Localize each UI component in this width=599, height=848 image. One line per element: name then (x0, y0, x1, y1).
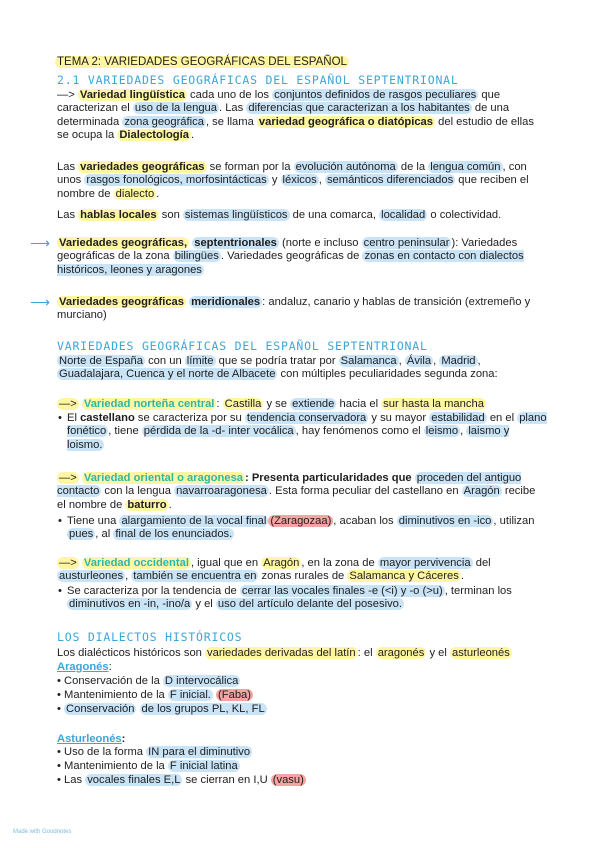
occidental-bullet-text: Se caracteriza por la tendencia de cerrar las vocales finales -e (<i) y -o (>u) , terminan los diminutivos en -in, -ino/a y el uso del artículo delante del posesivo. (67, 585, 512, 611)
oriental-bullet-text: Tiene una alargamiento de la vocal final (Zaragozaa) , acaban los diminutivos en -ico , utilizan pues , al final de los enunciados. (67, 515, 535, 541)
section-heading-2: VARIEDADES GEOGRÁFICAS DEL ESPAÑOL SEPTENTRIONAL (57, 339, 428, 353)
bullet-icon: • (57, 746, 61, 758)
arrow-right-icon: ⟶ (30, 294, 51, 310)
hablas-locales-line: Las hablas locales son sistemas lingüísticos de una comarca, localidad o colectividad. (57, 209, 502, 221)
asturleones-item: • Mantenimiento de la F inicial latina (57, 760, 238, 772)
bullet-icon: • (57, 760, 61, 772)
intro-paragraph: —> Variedad lingüística cada uno de los conjuntos definidos de rasgos peculiares que caracterizan el uso de la lengua . Las diferencias que caracterizan a los habitantes de una determinada zona geográfica , se llama variedad geográfica o diatópicas del estudio de ellas se ocupa la Dialectología . (57, 89, 534, 142)
nortena-line: —> Variedad norteña central : Castilla y se extiende hacia el sur hasta la mancha (59, 398, 484, 410)
section-heading-1: 2.1 VARIEDADES GEOGRÁFICAS DEL ESPAÑOL SEPTENTRIONAL (57, 73, 459, 87)
aragones-heading: Aragonés: (57, 661, 112, 673)
asturleones-item: • Uso de la forma IN para el diminutivo (57, 746, 251, 758)
oriental-paragraph: —> Variedad oriental o aragonesa : Presenta particularidades que proceden del antiguo contacto con la lengua navarroaragonesa . Esta forma peculiar del castellano en Aragón recibe el nombre de baturro . (57, 472, 536, 511)
bullet-icon: • (57, 675, 61, 687)
bullet-icon: • (57, 703, 61, 715)
asturleones-heading: Asturleonés: (57, 733, 126, 745)
aragones-item: • Conservación de los grupos PL, KL, FL (57, 703, 265, 715)
variedades-paragraph: Las variedades geográficas se forman por la evolución autónoma de la lengua común , con unos rasgos fonológicos, morfosintácticas y léxicos , semánticos diferenciados que reciben el nombre de dialecto . (57, 161, 529, 200)
bullet-icon: • (58, 585, 62, 597)
meridionales-paragraph: Variedades geográficas meridionales : andaluz, canario y hablas de transición (extremeño y murciano) (57, 296, 531, 322)
occidental-paragraph: —> Variedad occidental , igual que en Aragón , en la zona de mayor pervivencia del austurleones , también se encuentra en zonas rurales de Salamanca y Cáceres . (59, 557, 491, 583)
bullet-icon: • (57, 689, 61, 701)
norte-paragraph: Norte de España con un límite que se podría tratar por Salamanca , Ávila , Madrid , Guadalajara, Cuenca y el norte de Albacete con múltiples peculiaridades segunda zona: (59, 355, 498, 381)
bullet-icon: • (57, 774, 61, 786)
bullet-icon: • (58, 412, 62, 424)
page-title: TEMA 2: VARIEDADES GEOGRÁFICAS DEL ESPAÑOL (57, 56, 347, 68)
section-heading-3: LOS DIALECTOS HISTÓRICOS (57, 630, 243, 644)
arrow-right-icon: ⟶ (30, 235, 51, 251)
septentrionales-paragraph: Variedades geográficas, septentrionales (norte e incluso centro peninsular ): Variedades geográficas de la zona bilingües . Variedades geográficas de zonas en contacto con dialectos históricos, leones y aragones (57, 237, 524, 276)
bullet-icon: • (58, 515, 62, 527)
asturleones-item: • Las vocales finales E,L se cierran en I,U (vasu) (57, 774, 304, 786)
aragones-item: • Conservación de la D intervocálica (57, 675, 239, 687)
goodnotes-watermark: Made with Goodnotes (13, 829, 72, 835)
nortena-bullet-text: El castellano se caracteriza por su tendencia conservadora y su mayor estabilidad en el plano fonético , tiene pérdida de la -d- inter vocálica , hay fenómenos como el leismo , laismo y loismo. (67, 412, 547, 451)
aragones-item: • Mantenimiento de la F inicial. (Faba) (57, 689, 251, 701)
dialectos-line: Los dialécticos históricos son variedades derivadas del latín : el aragonés y el asturleonés (57, 647, 510, 659)
